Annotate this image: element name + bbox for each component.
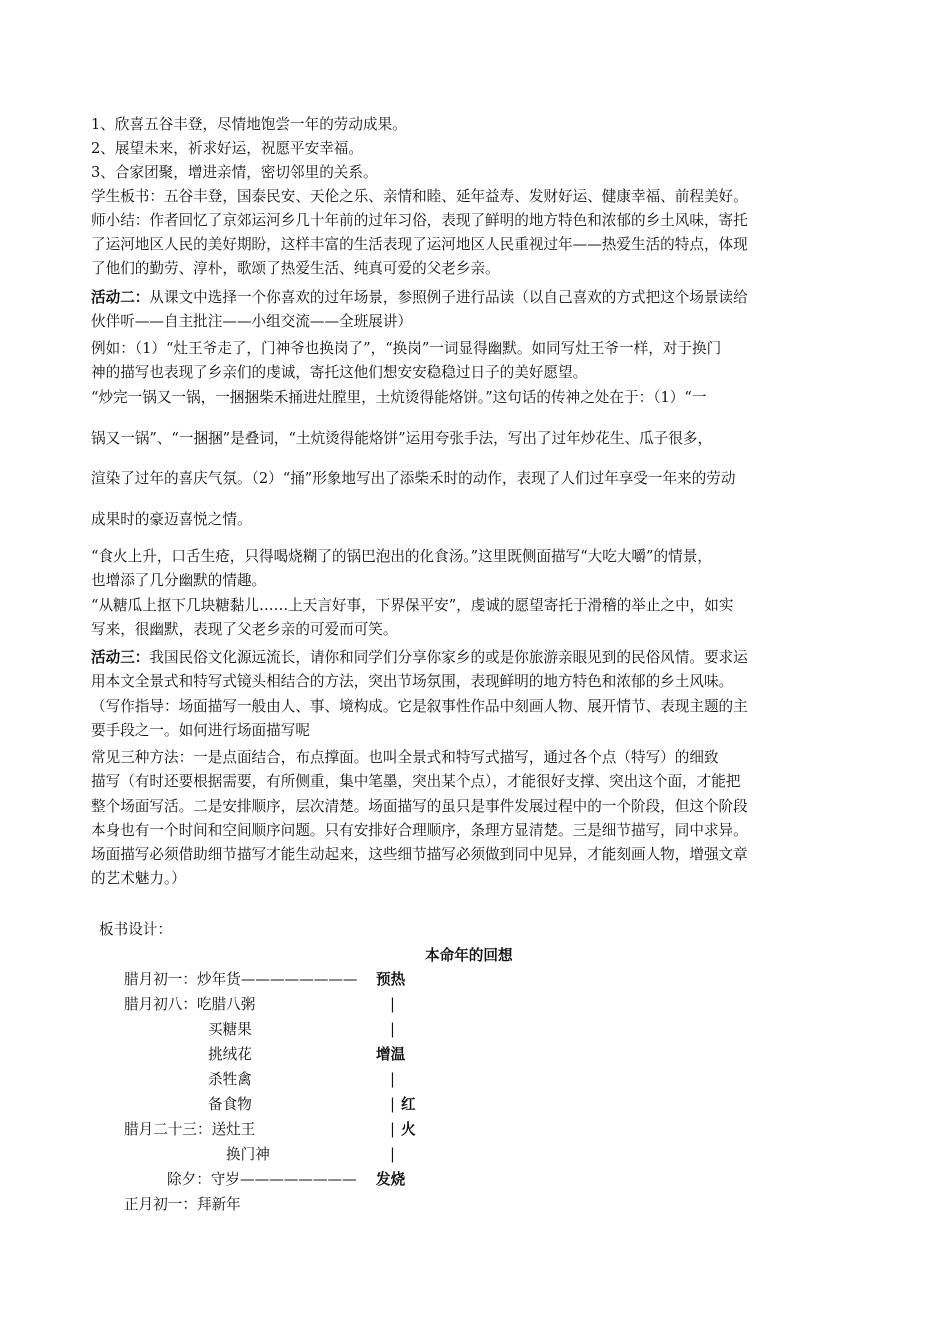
text-line: 师小结：作者回忆了京郊运河乡几十年前的过年习俗，表现了鲜明的地方特色和浓郁的乡土风味，寄托 — [91, 212, 748, 229]
text-line: 伙伴听——自主批注——小组交流——全班展讲） — [91, 313, 413, 330]
board-bar: | — [390, 1021, 395, 1038]
board-label-fever: 发烧 — [376, 1171, 406, 1188]
text-line: 描写（有时还要根据需要，有所侧重，集中笔墨，突出某个点），才能很好支撑、突出这个面，才能把 — [91, 773, 741, 790]
text-line: 整个场面写活。二是安排顺序，层次清楚。场面描写的虽只是事件发展过程中的一个阶段，但这个阶段 — [91, 798, 748, 815]
board-label-red: 红 — [401, 1096, 416, 1113]
board-bar: | — [390, 1146, 395, 1163]
activity-two-line — [91, 286, 861, 310]
text-line: 用本文全景式和特写式镜头相结合的方法，突出节场氛围，表现鲜明的地方特色和浓郁的乡土风味。 — [91, 673, 734, 690]
board-row-10: 正月初一：拜新年 — [124, 1196, 241, 1213]
board-row-9: 除夕：守岁———————— — [167, 1171, 357, 1188]
text-line: 2、展望未来，祈求好运，祝愿平安幸福。 — [91, 140, 363, 157]
activity-three-label: 活动三： — [91, 649, 150, 666]
text-line: 例如：（1）“灶王爷走了，门神爷也换岗了”，“换岗”一词显得幽默。如同写灶王爷一样，对于换门 — [91, 340, 722, 357]
text-line: 要手段之一。如何进行场面描写呢 — [91, 722, 310, 739]
text-line: “食火上升，口舌生疮，只得喝烧糊了的锅巴泡出的化食汤。”这里既侧面描写“大吃大嚼”的情景， — [91, 548, 712, 565]
activity-three-line — [91, 646, 861, 670]
activity-three-text: 我国民俗文化源远流长，请你和同学们分享你家乡的或是你旅游亲眼见到的民俗风情。要求运 — [149, 649, 748, 666]
board-label-preheat: 预热 — [376, 971, 406, 988]
board-row-1: 腊月初一：炒年货———————— — [124, 971, 358, 988]
board-row-6: 备食物 — [208, 1096, 252, 1113]
text-line: 了运河地区人民的美好期盼，这样丰富的生活表现了运河地区人民重视过年——热爱生活的特点，体现 — [91, 236, 748, 253]
text-line: 的艺术魅力。） — [91, 870, 186, 887]
text-line: 本身也有一个时间和空间顺序问题。只有安排好合理顺序，条理方显清楚。三是细节描写，同中求异。 — [91, 822, 748, 839]
board-label-warming: 增温 — [376, 1046, 406, 1063]
text-line: 写来，很幽默，表现了父老乡亲的可爱而可笑。 — [91, 621, 398, 638]
text-line: “炒完一锅又一锅，一捆捆柴禾捅进灶膛里，土炕烫得能烙饼。”这句话的传神之处在于：（1）“一 — [91, 389, 707, 406]
board-bar: | — [390, 996, 395, 1013]
board-row-7: 腊月二十三：送灶王 — [124, 1121, 256, 1138]
text-line: （写作指导：场面描写一般由人、事、境构成。它是叙事性作品中刻画人物、展开情节、表现主题的主 — [91, 698, 748, 715]
activity-two-label: 活动二： — [91, 289, 150, 306]
text-line: 锅又一锅”、“一捆捆”是叠词，“土炕烫得能烙饼”运用夸张手法，写出了过年炒花生、瓜子很多， — [91, 430, 713, 447]
board-title: 本命年的回想 — [425, 947, 513, 964]
text-line: 渲染了过年的喜庆气氛。（2）“捅”形象地写出了添柴禾时的动作，表现了人们过年享受一年来的劳动 — [91, 470, 736, 487]
text-line: 了他们的勤劳、淳朴，歌颂了热爱生活、纯真可爱的父老乡亲。 — [91, 260, 500, 277]
text-line: 也增添了几分幽默的情趣。 — [91, 572, 267, 589]
text-line: 神的描写也表现了乡亲们的虔诚，寄托这他们想安安稳稳过日子的美好愿望。 — [91, 364, 588, 381]
board-row-4: 挑绒花 — [208, 1046, 252, 1063]
text-line: 常见三种方法：一是点面结合，布点撑面。也叫全景式和特写式描写，通过各个点（特写）的细致 — [91, 749, 719, 766]
board-row-2: 腊月初八：吃腊八粥 — [124, 996, 256, 1013]
board-heading: 板书设计： — [99, 921, 172, 938]
board-bar: | — [390, 1096, 395, 1113]
board-row-5: 杀牲禽 — [208, 1071, 252, 1088]
text-line: 1、欣喜五谷丰登，尽情地饱尝一年的劳动成果。 — [91, 116, 407, 133]
text-line: 3、合家团聚，增进亲情，密切邻里的关系。 — [91, 164, 378, 181]
board-row-3: 买糖果 — [208, 1021, 252, 1038]
text-line: 场面描写必须借助细节描写才能生动起来，这些细节描写必须做到同中见异，才能刻画人物，增强文章 — [91, 846, 748, 863]
board-label-fire: 火 — [401, 1121, 416, 1138]
text-line: 成果时的豪迈喜悦之情。 — [91, 511, 252, 528]
board-bar: | — [390, 1071, 395, 1088]
text-line: 学生板书：五谷丰登，国泰民安、天伦之乐、亲情和睦、延年益寿、发财好运、健康幸福、前程美好。 — [91, 188, 748, 205]
text-line: “从糖瓜上抠下几块糖黏儿……上天言好事，下界保平安”，虔诚的愿望寄托于滑稽的举止之中，如实 — [91, 597, 734, 614]
activity-two-text: 从课文中选择一个你喜欢的过年场景，参照例子进行品读（以自己喜欢的方式把这个场景读给 — [149, 289, 748, 306]
board-bar: | — [390, 1121, 395, 1138]
board-row-8: 换门神 — [226, 1146, 270, 1163]
